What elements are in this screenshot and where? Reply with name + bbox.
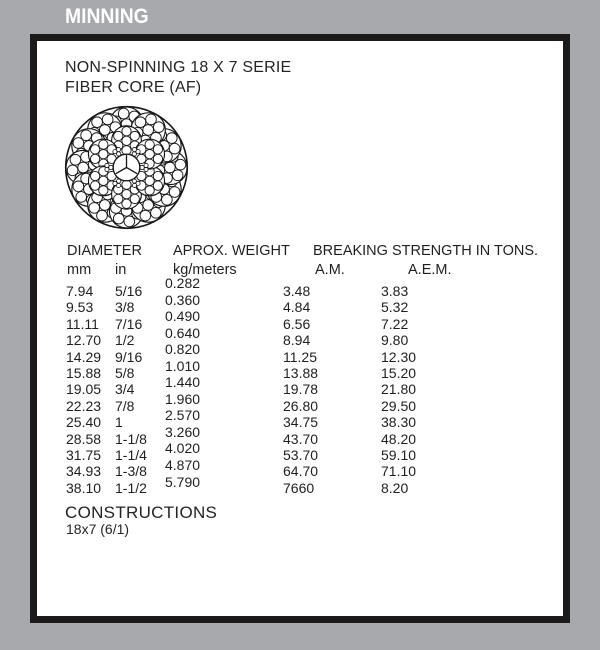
table-cell: 7/16 bbox=[115, 315, 143, 332]
table-cell: 7/8 bbox=[115, 397, 135, 414]
table-cell: 28.58 bbox=[66, 430, 102, 447]
table-cell: 29.50 bbox=[381, 397, 417, 414]
table-cell: 43.70 bbox=[283, 430, 319, 447]
table-cell: 3/8 bbox=[115, 299, 135, 316]
column-group-header-weight: APROX. WEIGHT bbox=[173, 243, 290, 259]
table-cell: 0.490 bbox=[165, 308, 201, 325]
table-cell: 1/2 bbox=[115, 332, 135, 349]
table-cell: 9.53 bbox=[66, 299, 94, 316]
table-column-diameter-in bbox=[115, 283, 147, 496]
table-cell: 11.11 bbox=[66, 315, 99, 332]
table-cell: 38.30 bbox=[381, 414, 417, 431]
table-cell: 8.94 bbox=[283, 332, 311, 349]
table-cell: 3.48 bbox=[283, 283, 311, 299]
table-cell: 25.40 bbox=[66, 414, 102, 431]
table-column-weight-kg-meters bbox=[165, 275, 200, 490]
table-cell: 0.820 bbox=[165, 341, 201, 358]
table-cell: 12.70 bbox=[66, 332, 102, 349]
table-cell: 4.84 bbox=[283, 299, 311, 316]
table-cell: 38.10 bbox=[66, 479, 102, 496]
table-cell: 0.282 bbox=[165, 275, 201, 291]
table-column-diameter-mm bbox=[66, 283, 101, 496]
column-group-header-diameter: DIAMETER bbox=[67, 243, 142, 259]
table-column-breaking-strength-am bbox=[283, 283, 318, 496]
constructions-value: 18x7 (6/1) bbox=[66, 521, 130, 537]
table-cell: 6.56 bbox=[283, 315, 311, 332]
table-cell: 21.80 bbox=[381, 381, 417, 398]
table-cell: 0.640 bbox=[165, 324, 201, 341]
column-header-aem: A.E.M. bbox=[408, 262, 452, 278]
table-cell: 4.870 bbox=[165, 457, 201, 474]
table-cell: 31.75 bbox=[66, 447, 102, 464]
table-cell: 19.78 bbox=[283, 381, 319, 398]
spec-sheet-card bbox=[30, 34, 570, 623]
table-cell: 7.22 bbox=[381, 315, 409, 332]
table-column-breaking-strength-aem bbox=[381, 283, 416, 496]
table-cell: 3.260 bbox=[165, 423, 201, 440]
table-cell: 13.88 bbox=[283, 365, 319, 382]
column-header-kg-meters: kg/meters bbox=[173, 262, 237, 278]
table-cell: 1.960 bbox=[165, 390, 201, 407]
table-cell: 1-3/8 bbox=[115, 463, 147, 480]
table-cell: 1-1/8 bbox=[115, 430, 147, 447]
table-cell: 9/16 bbox=[115, 348, 143, 365]
table-cell: 71.10 bbox=[381, 463, 417, 480]
product-title-line1: NON-SPINNING 18 X 7 SERIE bbox=[65, 59, 292, 76]
table-cell: 5.790 bbox=[165, 473, 201, 490]
table-cell: 19.05 bbox=[66, 381, 102, 398]
table-cell: 0.360 bbox=[165, 291, 201, 308]
table-cell: 14.29 bbox=[66, 348, 102, 365]
table-cell: 1 bbox=[115, 414, 123, 431]
table-cell: 59.10 bbox=[381, 447, 417, 464]
constructions-label: CONSTRUCTIONS bbox=[65, 503, 218, 522]
column-header-am: A.M. bbox=[315, 262, 345, 278]
product-title-line2: FIBER CORE (AF) bbox=[65, 79, 202, 96]
table-cell: 7660 bbox=[283, 479, 315, 496]
table-cell: 11.25 bbox=[283, 348, 317, 365]
table-cell: 26.80 bbox=[283, 397, 319, 414]
table-cell: 9.80 bbox=[381, 332, 409, 349]
table-cell: 5/8 bbox=[115, 365, 135, 382]
table-cell: 1.440 bbox=[165, 374, 201, 391]
table-cell: 34.93 bbox=[66, 463, 102, 480]
table-cell: 64.70 bbox=[283, 463, 319, 480]
column-header-mm: mm bbox=[67, 262, 92, 278]
page-title: MINNING bbox=[65, 5, 149, 28]
column-group-header-strength: BREAKING STRENGTH IN TONS. bbox=[313, 243, 539, 259]
table-cell: 3.83 bbox=[381, 283, 409, 299]
table-cell: 48.20 bbox=[381, 430, 417, 447]
table-cell: 2.570 bbox=[165, 407, 201, 424]
table-cell: 22.23 bbox=[66, 397, 102, 414]
table-cell: 3/4 bbox=[115, 381, 135, 398]
table-cell: 53.70 bbox=[283, 447, 319, 464]
table-cell: 15.88 bbox=[66, 365, 102, 382]
table-cell: 12.30 bbox=[381, 348, 417, 365]
table-cell: 1-1/4 bbox=[115, 447, 147, 464]
table-cell: 1.010 bbox=[165, 357, 201, 374]
table-cell: 4.020 bbox=[165, 440, 201, 457]
table-cell: 1-1/2 bbox=[115, 479, 147, 496]
table-cell: 8.20 bbox=[381, 479, 409, 496]
column-header-in: in bbox=[115, 262, 127, 278]
table-cell: 5.32 bbox=[381, 299, 409, 316]
table-cell: 5/16 bbox=[115, 283, 143, 299]
table-cell: 15.20 bbox=[381, 365, 417, 382]
table-cell: 7.94 bbox=[66, 283, 94, 299]
table-cell: 34.75 bbox=[283, 414, 319, 431]
